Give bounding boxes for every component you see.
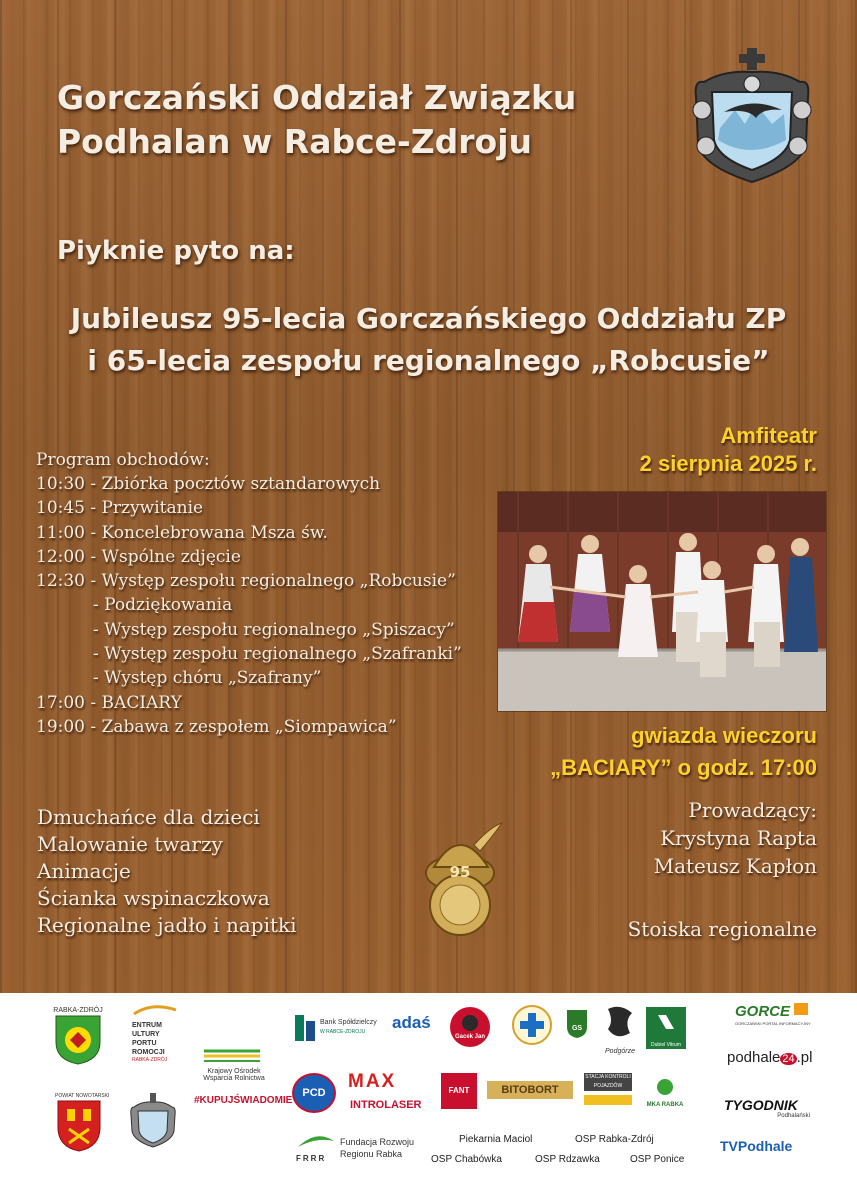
frrr-label: FRRR xyxy=(296,1154,327,1163)
podhale24-number: 24 xyxy=(782,1053,795,1065)
osp-chabowka-text: OSP Chabówka xyxy=(431,1154,502,1165)
badge-number: 95 xyxy=(449,863,471,881)
bank-sub: W RABCE-ZDROJU xyxy=(320,1029,366,1035)
powiat-coat-of-arms-logo xyxy=(55,1093,110,1155)
gorce-sub: GORCZAŃSKI PORTAL INFORMACYJNY xyxy=(735,1021,811,1026)
org-title-line2: Podhalan w Rabce-Zdroju xyxy=(57,122,533,161)
zwiazek-podhalan-small-emblem xyxy=(128,1093,178,1149)
bank-spoldzielczy-logo xyxy=(294,1013,382,1047)
podhale24-logo xyxy=(727,1049,812,1066)
hosts-label: Prowadzący: xyxy=(688,798,817,822)
gacek-emblem-icon xyxy=(448,1005,492,1049)
tvpodhale-logo: TVPodhale xyxy=(720,1138,793,1154)
event-date: 2 sierpnia 2025 r. xyxy=(639,451,817,476)
regional-stalls: Stoiska regionalne xyxy=(627,917,817,941)
rabka-shield-icon xyxy=(52,1014,104,1066)
attraction-item: Malowanie twarzy xyxy=(37,832,223,856)
piekarnia-maciol-text: Piekarnia Maciol xyxy=(459,1134,533,1145)
tygodnik-sub: Podhalański xyxy=(777,1113,810,1119)
star-of-evening xyxy=(550,720,817,784)
attraction-item: Dmuchańce dla dzieci xyxy=(37,805,260,829)
stacja-line: STACJA KONTROLI xyxy=(585,1074,631,1080)
centrum-line: ENTRUM xyxy=(132,1022,162,1029)
kupuj-swiadomie-hashtag: #KUPUJŚWIADOMIE xyxy=(194,1095,293,1106)
program-subitem: - Występ chóru „Szafrany” xyxy=(93,668,322,689)
fant-logo: FANT xyxy=(441,1073,477,1109)
gacek-label: Gacek Jan xyxy=(454,1034,486,1040)
folk-dancers-photo xyxy=(497,491,827,712)
jubilee-title xyxy=(0,298,857,382)
osp-rabka-text: OSP Rabka-Zdrój xyxy=(575,1134,654,1145)
tygodnik-podhalanski-logo xyxy=(724,1097,810,1119)
frrr-logo xyxy=(296,1133,340,1163)
gs-logo xyxy=(566,1009,588,1039)
centrum-line: PORTU xyxy=(132,1040,157,1047)
powiat-label: POWIAT NOWOTARSKI xyxy=(55,1093,110,1099)
gorce-24-mark xyxy=(794,1003,808,1015)
dubiel-label: Dubiel Vitrum xyxy=(651,1042,681,1048)
gs-shield-icon xyxy=(566,1009,588,1039)
pcd-logo: PCD xyxy=(292,1073,336,1113)
attraction-item: Regionalne jadło i napitki xyxy=(37,913,297,937)
fundacja-line: Fundacja Rozwoju xyxy=(340,1137,415,1147)
gacek-jan-logo xyxy=(448,1005,492,1049)
podgorze-logo xyxy=(600,1003,640,1057)
program-item: 10:45 - Przywitanie xyxy=(36,498,204,519)
mka-ball-icon xyxy=(653,1077,677,1097)
invite-heading: Piyknie pyto na: xyxy=(57,236,295,266)
tygodnik-label: TYGODNIK xyxy=(724,1097,798,1113)
adas-logo: adaś xyxy=(392,1013,431,1032)
frrr-leaf-icon xyxy=(296,1133,336,1149)
gorce-label: GORCE xyxy=(735,1003,791,1020)
org-title-line1: Gorczański Oddział Związku xyxy=(57,78,577,117)
dubiel-vitrum-logo xyxy=(646,1007,686,1049)
bitobort-logo: BITOBORT xyxy=(487,1081,573,1099)
mka-label: MKA RABKA xyxy=(646,1102,684,1108)
introlaser-logo: INTROLASER xyxy=(350,1099,422,1111)
dubiel-mark-icon xyxy=(646,1007,686,1037)
osp-ponice-text: OSP Ponice xyxy=(630,1154,685,1165)
bank-mark-icon xyxy=(294,1013,316,1043)
anniversary-95-badge xyxy=(404,815,516,943)
centrum-line: RABKA-ZDRÓJ xyxy=(132,1057,168,1063)
program-item: 12:00 - Wspólne zdjęcie xyxy=(36,546,241,567)
attraction-item: Ścianka wspinaczkowa xyxy=(37,886,270,910)
fundacja-line: Regionu Rabka xyxy=(340,1149,403,1159)
gs-label: GS xyxy=(571,1025,583,1032)
program-subitem: - Podziękowania xyxy=(93,595,233,616)
stacja-yellow-bar xyxy=(584,1095,632,1105)
centrum-line: ROMOCJI xyxy=(132,1049,165,1056)
sponsors-strip xyxy=(0,993,857,1200)
rabka-label: RABKA-ZDRÓJ xyxy=(53,1007,103,1014)
podhale24-tld: .pl xyxy=(796,1049,813,1066)
podgorze-label: Podgórze xyxy=(605,1048,635,1055)
kowr-line: Wsparcia Rolnictwa xyxy=(203,1075,265,1082)
kowr-waves-icon xyxy=(202,1047,262,1063)
bank-name: Bank Spółdzielczy xyxy=(320,1019,377,1026)
gorce-portal-logo xyxy=(735,1003,811,1026)
host-name: Krystyna Rapta xyxy=(660,826,817,850)
program-list xyxy=(36,472,462,739)
attractions-list xyxy=(37,804,297,939)
program-item: 10:30 - Zbiórka pocztów sztandarowych xyxy=(36,474,381,494)
osp-rdzawka-text: OSP Rdzawka xyxy=(535,1154,600,1165)
rabka-coat-of-arms-logo xyxy=(52,1007,104,1069)
star-headliner: „BACIARY” o godz. 17:00 xyxy=(550,755,817,780)
star-label: gwiazda wieczoru xyxy=(631,723,817,748)
kowr-line: Krajowy Ośrodek xyxy=(207,1068,261,1075)
fundacja-rozwoju-text xyxy=(340,1136,414,1160)
podhale24-word: podhale xyxy=(727,1049,781,1066)
medallion-cross-icon xyxy=(512,1003,552,1049)
mka-rabka-logo xyxy=(642,1077,688,1108)
zwiazek-podhalan-emblem xyxy=(690,48,814,186)
program-subitem: - Występ zespołu regionalnego „Szafranki” xyxy=(93,644,462,665)
program-subitem: - Występ zespołu regionalnego „Spiszacy” xyxy=(93,619,455,640)
centrum-kultury-logo xyxy=(132,1003,178,1071)
venue-block xyxy=(640,422,817,478)
kowr-logo xyxy=(202,1047,266,1082)
program-item: 12:30 - Występ zespołu regionalnego „Robcusie” xyxy=(36,571,456,592)
stacja-kontroli-logo xyxy=(584,1073,632,1109)
attraction-item: Animacje xyxy=(37,859,131,883)
jubilee-line1: Jubileusz 95-lecia Gorczańskiego Oddziału ZP xyxy=(70,302,787,335)
jubilee-line2: i 65-lecia zespołu regionalnego „Robcusie” xyxy=(87,344,770,377)
program-item: 19:00 - Zabawa z zespołem „Siompawica” xyxy=(36,716,397,737)
host-name: Mateusz Kapłon xyxy=(653,854,817,878)
organization-title xyxy=(57,76,576,164)
max-logo: MAX xyxy=(348,1071,397,1092)
hosts-block xyxy=(654,796,817,880)
centrum-line: ULTURY xyxy=(132,1031,160,1038)
venue-place: Amfiteatr xyxy=(720,423,817,448)
program-item: 17:00 - BACIARY xyxy=(36,692,182,713)
powiat-shield-icon xyxy=(55,1099,103,1153)
stacja-line: POJAZDÓW xyxy=(584,1082,632,1091)
program-item: 11:00 - Koncelebrowana Msza św. xyxy=(36,522,328,543)
centrum-swoosh-icon xyxy=(132,1004,178,1016)
podgorze-emblem-icon xyxy=(600,1003,640,1043)
program-heading: Program obchodów: xyxy=(36,450,210,470)
